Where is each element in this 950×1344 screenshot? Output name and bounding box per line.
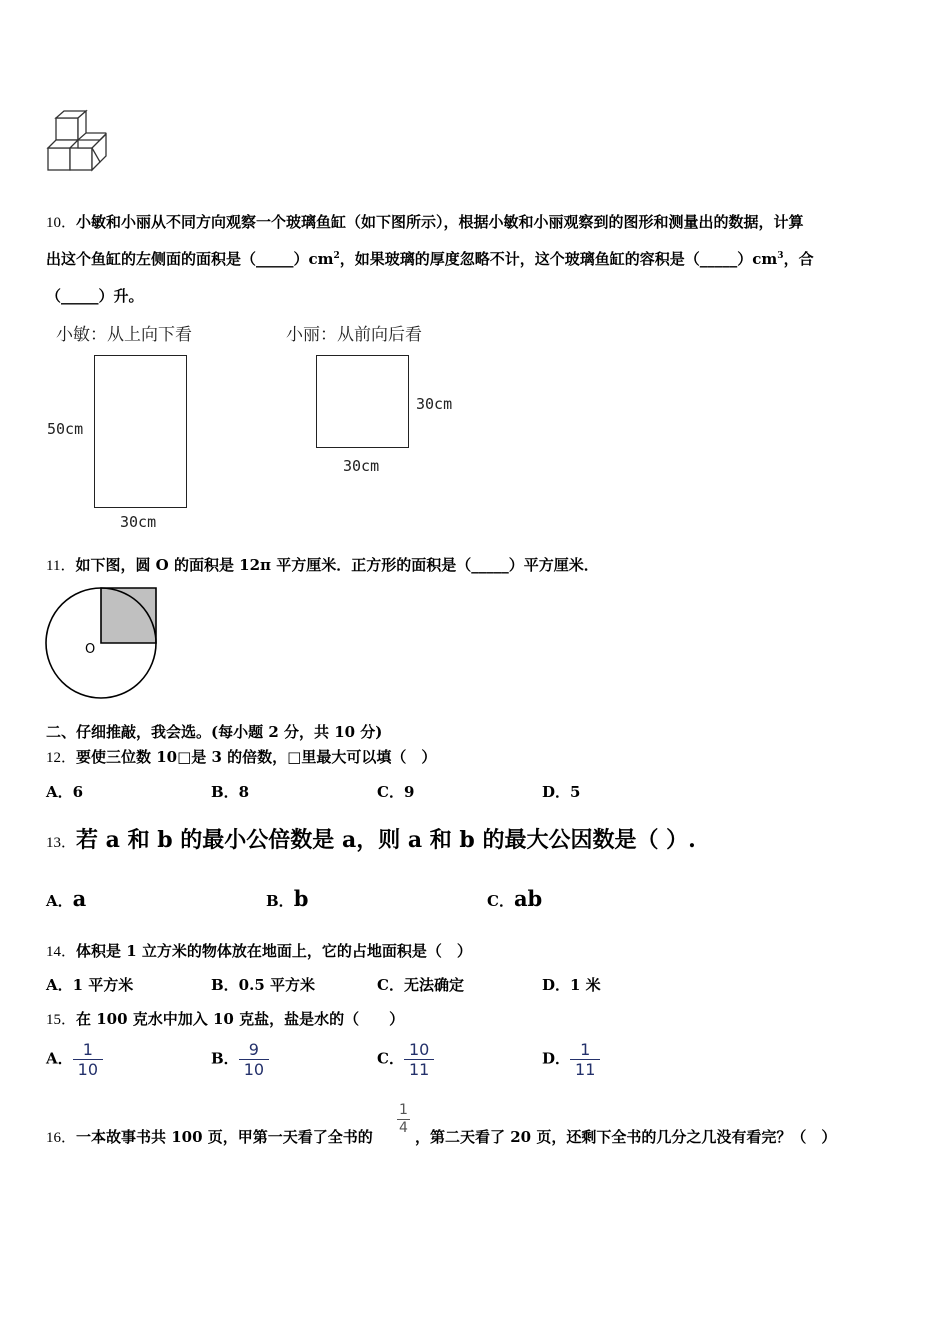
q15-b-denominator: 10 [243, 1060, 265, 1079]
q15-option-c[interactable] [377, 1040, 434, 1079]
q13-option-c[interactable] [487, 886, 542, 911]
caption-xiaomin: 小敏：从上向下看 [56, 325, 192, 345]
section2-title: 二、仔细推敲，我会选。(每小题 2 分，共 10 分) [46, 723, 383, 741]
q10-text-2b: ，如果玻璃的厚度忽略不计，这个玻璃鱼缸的容积是（_____）cm [339, 250, 778, 268]
q13-option-a[interactable] [46, 886, 86, 911]
q14-option-d[interactable]: D．1 米 [542, 976, 601, 994]
q15-b-numerator: 9 [239, 1040, 269, 1060]
q15-option-d[interactable] [542, 1040, 600, 1079]
q16-text-a: 一本故事书共 100 页，甲第一天看了全书的 [76, 1128, 373, 1146]
q15-d-numerator: 1 [570, 1040, 600, 1060]
q14-text: 体积是 1 立方米的物体放在地面上，它的占地面积是（ ） [76, 942, 472, 960]
circle-square-figure [44, 584, 164, 702]
q13-option-c-label: C． [487, 892, 514, 910]
front-view-rect [316, 355, 409, 448]
q12-text: 要使三位数 10□是 3 的倍数，□里最大可以填（ ） [76, 748, 437, 766]
q13-text: 若 a 和 b 的最小公倍数是 a，则 a 和 b 的最大公因数是（ ）. [76, 827, 696, 853]
q15-c-denominator: 11 [408, 1060, 430, 1079]
q15-option-b[interactable] [211, 1040, 269, 1079]
q13-option-a-label: A． [46, 892, 73, 910]
q14-option-b[interactable]: B．0.5 平方米 [211, 976, 315, 994]
q16-stem-b: ，第二天看了 20 页，还剩下全书的几分之几没有看完？（ ） [415, 1128, 837, 1146]
q10-sup2: 2 [333, 251, 340, 261]
q15-option-a-fraction [73, 1040, 103, 1079]
q15-option-d-fraction [570, 1040, 600, 1079]
q16-number: 16． [46, 1130, 77, 1146]
q15-option-b-fraction [239, 1040, 269, 1079]
q10-text-1: 小敏和小丽从不同方向观察一个玻璃鱼缸（如下图所示），根据小敏和小丽观察到的图形和测量出的数据，计算 [76, 213, 804, 231]
q16-stem-a [46, 1126, 373, 1147]
q15-number: 15． [46, 1012, 77, 1028]
q13-option-a-value: a [72, 886, 87, 911]
q15-option-d-label: D． [542, 1049, 571, 1068]
top-view-height-label: 50cm [47, 420, 84, 438]
q15-stem [46, 1008, 404, 1029]
q15-option-c-label: C． [377, 1049, 404, 1068]
q15-option-b-label: B． [211, 1049, 239, 1068]
q16-fraction [397, 1102, 410, 1137]
q15-option-a-label: A． [46, 1049, 73, 1068]
q10-line3: （_____）升。 [46, 287, 144, 305]
q13-option-b-value: b [293, 886, 309, 911]
front-view-width-label: 30cm [343, 457, 380, 475]
q13-stem [46, 823, 696, 854]
q13-number: 13． [46, 835, 77, 851]
q12-option-a[interactable]: A．6 [46, 783, 84, 801]
q10-text-2a: 出这个鱼缸的左侧面的面积是（_____）cm [46, 250, 334, 268]
caption-xiaoli: 小丽：从前向后看 [286, 325, 422, 345]
q12-option-c[interactable]: C．9 [377, 783, 415, 801]
q16-numerator: 1 [399, 1102, 408, 1118]
q15-option-c-fraction [404, 1040, 434, 1079]
q10-sup3: 3 [777, 251, 784, 261]
q13-option-c-value: ab [513, 886, 543, 911]
q12-number: 12． [46, 750, 77, 766]
q12-option-b[interactable]: B．8 [211, 783, 250, 801]
q14-option-c[interactable]: C．无法确定 [377, 976, 464, 994]
q15-a-denominator: 10 [77, 1060, 98, 1079]
front-view-height-label: 30cm [416, 395, 453, 413]
top-view-width-label: 30cm [120, 513, 157, 531]
circle-center-label: O [85, 642, 96, 657]
q10-number: 10． [46, 215, 77, 231]
q14-stem [46, 940, 472, 961]
q11-stem [46, 554, 599, 575]
q13-option-b[interactable] [266, 886, 308, 911]
q15-d-denominator: 11 [575, 1060, 596, 1079]
q11-text: 如下图，圆 O 的面积是 12π 平方厘米．正方形的面积是（_____）平方厘米． [75, 556, 599, 574]
q11-number: 11． [46, 558, 76, 574]
top-view-rect [94, 355, 187, 508]
q12-option-d[interactable]: D．5 [542, 783, 581, 801]
q13-option-b-label: B． [266, 892, 294, 910]
q16-denominator: 4 [399, 1120, 408, 1136]
q15-c-numerator: 10 [404, 1040, 434, 1060]
q15-a-numerator: 1 [73, 1040, 103, 1060]
cubes-figure [44, 108, 110, 174]
q15-text: 在 100 克水中加入 10 克盐，盐是水的（ ） [76, 1010, 405, 1028]
q10-line2 [46, 248, 814, 269]
q12-stem [46, 746, 436, 767]
q10-text-2c: ，合 [783, 250, 814, 268]
q14-option-a[interactable]: A．1 平方米 [46, 976, 134, 994]
q15-option-a[interactable] [46, 1040, 103, 1079]
q14-number: 14． [46, 944, 77, 960]
q10-line1 [46, 211, 804, 232]
